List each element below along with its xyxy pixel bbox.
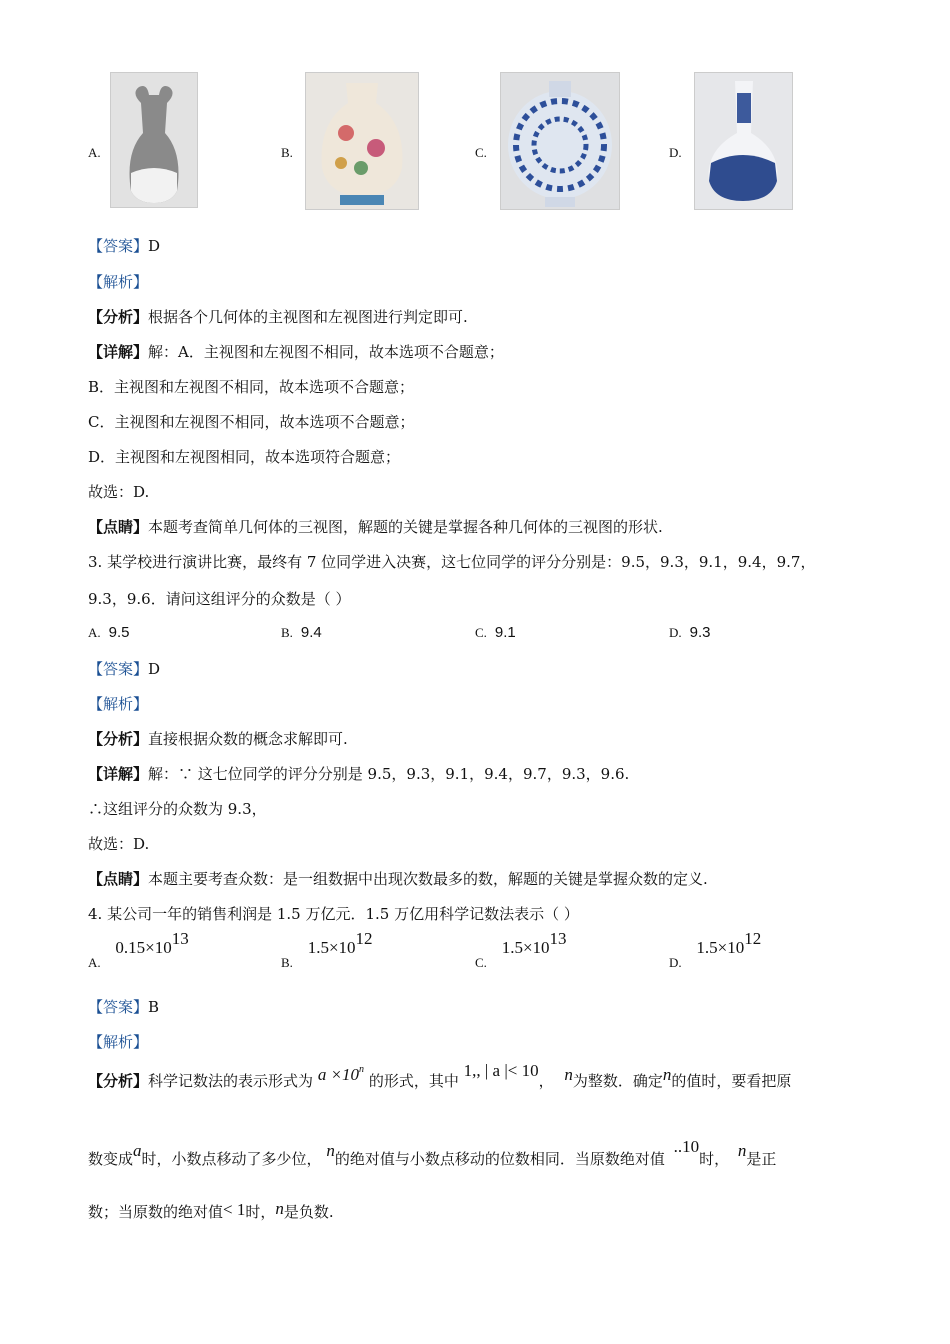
option-b-label: B.	[281, 145, 293, 160]
vase-image-b	[305, 72, 419, 210]
q3-analysis: 【解析】	[88, 695, 149, 713]
q2-analysis: 【解析】	[88, 273, 149, 291]
q3-option-c: C. 9.1	[475, 624, 516, 641]
q2-line-b: B．主视图和左视图不相同，故本选项不合题意；	[88, 378, 415, 396]
q3-option-a: A. 9.5	[88, 624, 130, 641]
q2-xiangjie: 【详解】解：A．主视图和左视图不相同，故本选项不合题意；	[88, 343, 504, 361]
q4-option-c: C. 1.5×1013	[475, 929, 567, 970]
q3-option-d: D. 9.3	[669, 624, 711, 641]
q3-stem-line2: 9.3，9.6．请问这组评分的众数是（ ）	[88, 590, 351, 608]
q4-answer: 【答案】B	[88, 998, 160, 1016]
vase-image-d	[694, 72, 793, 210]
option-a-label: A.	[88, 145, 101, 160]
q2-dianjing: 【点睛】本题考查简单几何体的三视图，解题的关键是掌握各种几何体的三视图的形状.	[88, 518, 663, 536]
q4-option-d: D. 1.5×1012	[669, 929, 762, 970]
q4-analysis: 【解析】	[88, 1033, 149, 1051]
q3-choose: 故选：D.	[88, 835, 150, 853]
q2-choose: 故选：D.	[88, 483, 150, 501]
vase-image-c	[500, 72, 620, 210]
q4-fenxi-line3: 数；当原数的绝对值< 1时，n是负数.	[88, 1199, 334, 1221]
q3-xiangjie: 【详解】解：∵ 这七位同学的评分分别是 9.5，9.3，9.1，9.4，9.7，9.3，9.6.	[88, 765, 630, 783]
q4-fenxi-line1: 【分析】科学记数法的表示形式为 $a \times 10^n$ 的形式，其中 1,, | a |< 10， n为整数．确定n的值时，要看把原	[88, 1061, 792, 1090]
option-c-label: C.	[475, 145, 487, 160]
q4-option-a: A. 0.15×1013	[88, 929, 189, 970]
q3-fenxi: 【分析】直接根据众数的概念求解即可.	[88, 730, 348, 748]
q3-answer: 【答案】D	[88, 660, 161, 678]
q2-answer: 【答案】D	[88, 237, 161, 255]
q3-dianjing: 【点睛】本题主要考查众数：是一组数据中出现次数最多的数，解题的关键是掌握众数的定义.	[88, 870, 708, 888]
option-d-label: D.	[669, 145, 682, 160]
q3-option-b: B. 9.4	[281, 624, 322, 641]
q2-line-c: C．主视图和左视图不相同，故本选项不合题意；	[88, 413, 415, 431]
q2-line-d: D．主视图和左视图相同，故本选项符合题意；	[88, 448, 401, 466]
q2-fenxi: 【分析】根据各个几何体的主视图和左视图进行判定即可.	[88, 308, 468, 326]
q3-stem-line1: 3. 某学校进行演讲比赛，最终有 7 位同学进入决赛，这七位同学的评分分别是：9.5，9.3，9.1，9.4，9.7，	[88, 553, 816, 571]
q4-fenxi-line2: 数变成a时，小数点移动了多少位， n的绝对值与小数点移动的位数相同．当原数绝对值 ..10时， n是正	[88, 1137, 777, 1168]
q4-stem: 4. 某公司一年的销售利润是 1.5 万亿元．1.5 万亿用科学记数法表示（ ）	[88, 905, 579, 923]
vase-image-a	[110, 72, 198, 208]
q3-therefore: ∴这组评分的众数为 9.3，	[88, 800, 267, 818]
q4-option-b: B. 1.5×1012	[281, 929, 373, 970]
